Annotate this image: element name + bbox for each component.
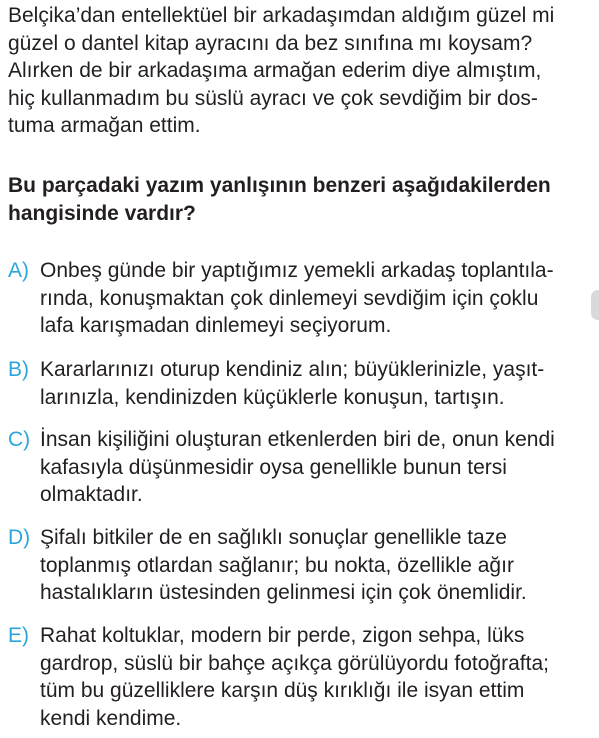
option-line: Onbeş günde bir yaptığımız yemekli arkadaş toplantıla- — [40, 259, 554, 282]
option-line: olmaktadır. — [40, 483, 143, 506]
option-text — [40, 622, 549, 732]
question-line: hangisinde vardır? — [8, 201, 196, 225]
option-text — [40, 356, 544, 411]
option-line: toplanmış otlardan sağlanır; bu nokta, özellikle ağır — [40, 553, 514, 577]
passage-line: tuma armağan ettim. — [8, 114, 201, 137]
option-text — [40, 257, 554, 340]
option-letter: D) — [8, 526, 31, 549]
question-stem — [8, 172, 593, 227]
option-line: kendi kendime. — [40, 706, 182, 730]
passage-line: Belçika’dan entellektüel bir arkadaşımdan aldığım güzel mi — [8, 4, 555, 27]
option-letter: B) — [8, 358, 29, 381]
option-line: gardrop, süslü bir bahçe açıkça görülüyordu fotoğrafta; — [40, 651, 549, 675]
passage-text — [8, 2, 593, 140]
option-line: Rahat koltuklar, modern bir perde, zigon sehpa, lüks — [40, 624, 525, 647]
passage-line: hiç kullanmadım bu süslü ayracı ve çok sevdiğim bir dos- — [8, 86, 538, 110]
page-edge-shadow — [591, 290, 599, 320]
option-line: lafa karışmadan dinlemeyi seçiyorum. — [40, 314, 392, 337]
option-letter: E) — [8, 624, 29, 647]
option-line: larınızla, kendinizden küçüklerle konuşun, tartışın. — [40, 385, 505, 409]
option-line: İnsan kişiliğini oluşturan etkenlerden biri de, onun kendi — [40, 428, 555, 451]
option-line: rında, konuşmaktan çok dinlemeyi sevdiğim için çoklu — [40, 286, 539, 310]
option-line: tüm bu güzelliklere karşın düş kırıklığı ile isyan ettim — [40, 679, 525, 702]
option-line: Şifalı bitkiler de en sağlıklı sonuçlar genellikle taze — [40, 526, 507, 549]
option-line: kafasıyla düşünmesidir oysa genellikle bunun tersi — [40, 455, 507, 479]
passage-line: güzel o dantel kitap ayracını da bez sınıfına mı koysam? — [8, 31, 533, 55]
question-line: Bu parçadaki yazım yanlışının benzeri aşağıdakilerden — [8, 174, 551, 197]
option-letter: A) — [8, 259, 29, 282]
option-text — [40, 426, 555, 509]
passage-line: Alırken de bir arkadaşıma armağan ederim diye almıştım, — [8, 59, 542, 82]
option-line: hastalıkların üstesinden gelinmesi için çok önemlidir. — [40, 581, 527, 604]
option-text — [40, 524, 527, 607]
option-line: Kararlarınızı oturup kendiniz alın; büyüklerinizle, yaşıt- — [40, 358, 545, 381]
option-letter: C) — [8, 428, 31, 451]
